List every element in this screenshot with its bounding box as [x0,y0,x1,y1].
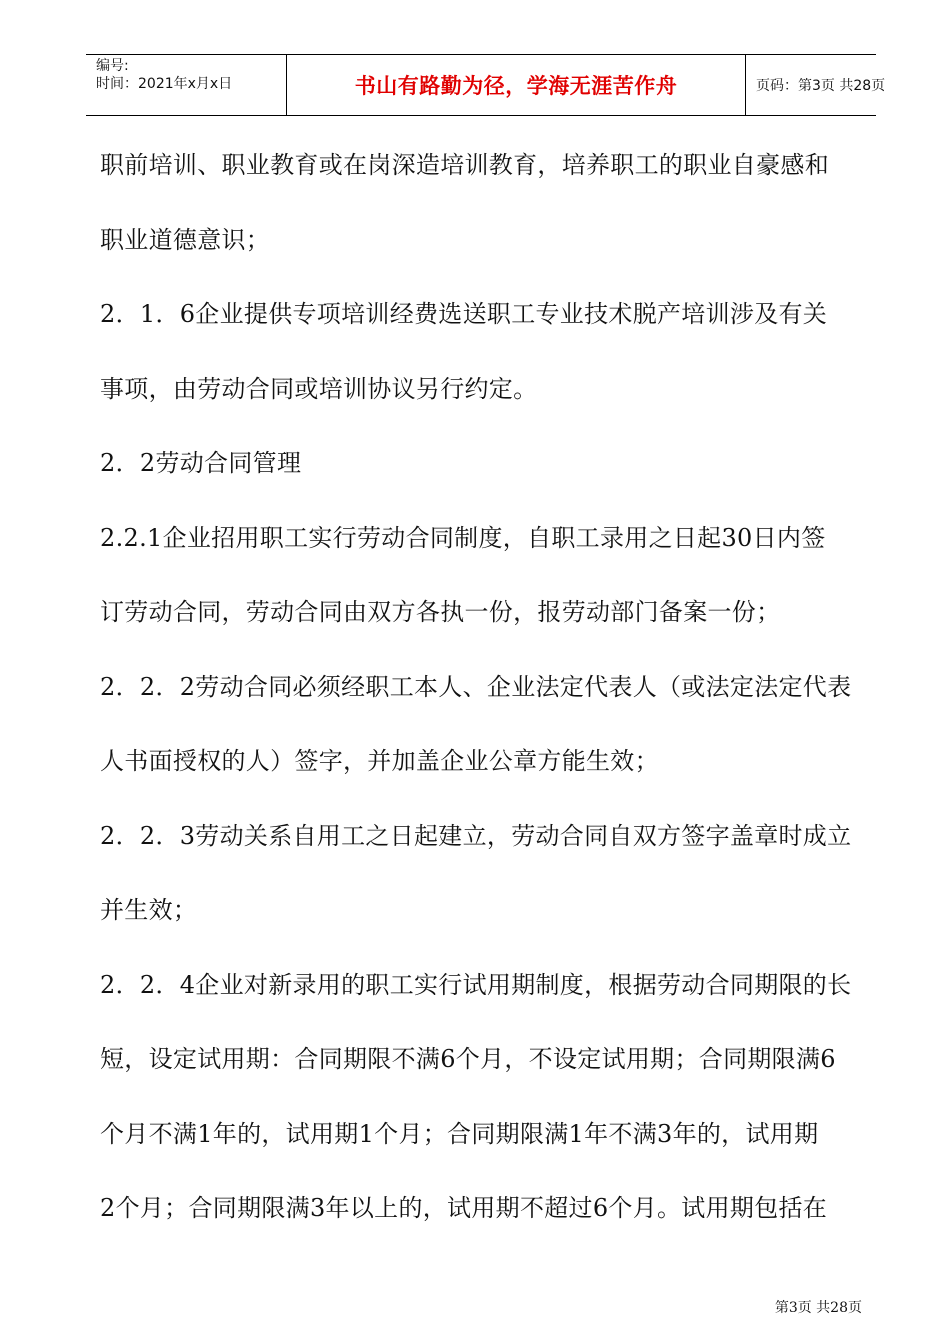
body-line: 职业道德意识； [100,225,271,254]
section-heading: 2．2劳动合同管理 [100,449,302,477]
document-body [100,140,865,1258]
body-line: 事项，由劳动合同或培训协议另行约定。 [100,374,538,403]
document-number-label: 编号: [96,58,129,74]
body-line: 2个月；合同期限满3年以上的，试用期不超过6个月。试用期包括在 [100,1194,828,1222]
body-line: 2．2．3劳动关系自用工之日起建立，劳动合同自双方签字盖章时成立 [100,821,852,850]
header-meta [86,55,286,115]
body-line: 并生效； [100,896,198,924]
header-motto: 书山有路勤为径，学海无涯苦作舟 [354,74,678,98]
body-line: 个月不满1年的，试用期1个月；合同期限满1年不满3年的，试用期 [100,1119,819,1148]
body-line: 职前培训、职业教育或在岗深造培训教育，培养职工的职业自豪感和 [100,151,829,179]
body-line: 2.2.1企业招用职工实行劳动合同制度，自职工录用之日起30日内签 [100,523,826,552]
header-page-info: 页码：第3页 共28页 [756,78,886,94]
document-time-label: 时间：2021年x月x日 [96,76,233,92]
body-line: 人书面授权的人）签字，并加盖企业公章方能生效； [100,747,659,775]
body-line: 短，设定试用期：合同期限不满6个月，不设定试用期；合同期限满6 [100,1045,836,1073]
body-line: 2．2．2劳动合同必须经职工本人、企业法定代表人（或法定法定代表 [100,672,852,701]
body-line: 2．2．4企业对新录用的职工实行试用期制度，根据劳动合同期限的长 [100,970,852,999]
header-motto-cell [286,55,746,115]
body-line: 订劳动合同，劳动合同由双方各执一份，报劳动部门备案一份； [100,598,781,626]
body-line: 2．1．6企业提供专项培训经费选送职工专业技术脱产培训涉及有关 [100,300,828,328]
page-header [86,54,886,116]
page-footer-number: 第3页 共28页 [774,1300,862,1316]
